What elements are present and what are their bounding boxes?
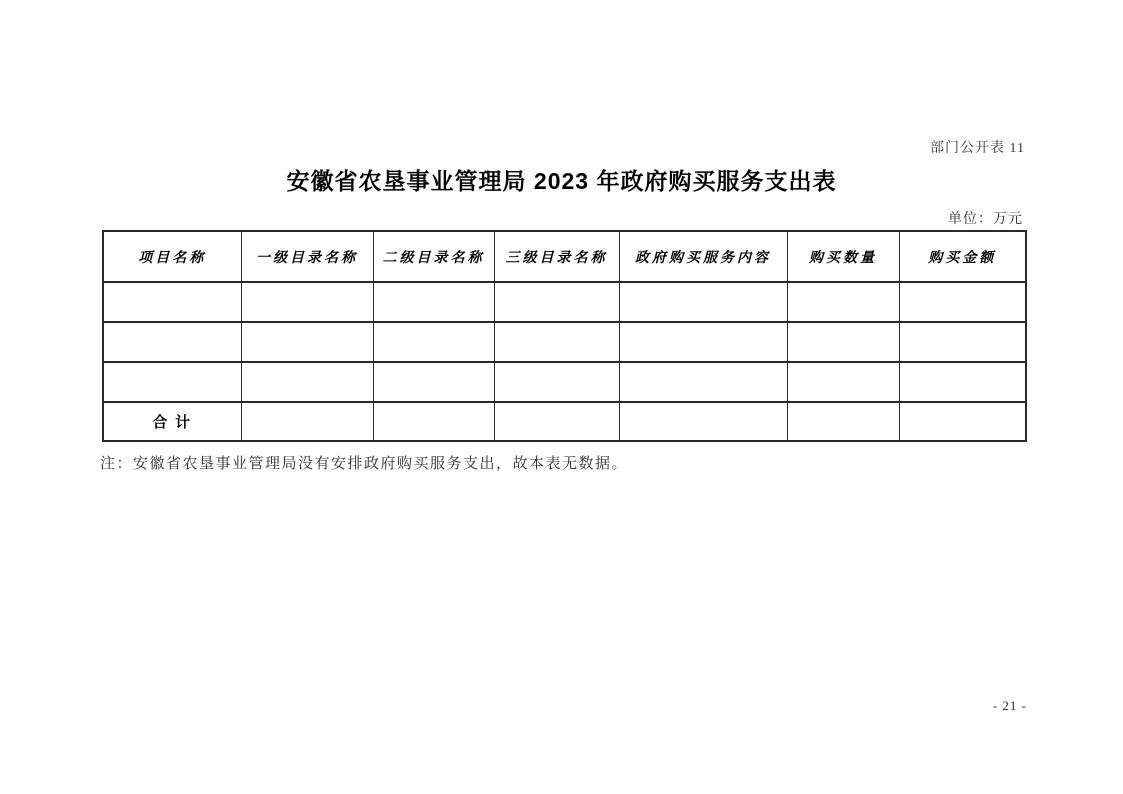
table-cell <box>373 282 494 322</box>
table-cell <box>103 362 241 402</box>
header-service-content: 政府购买服务内容 <box>619 231 787 282</box>
expenditure-table <box>102 230 1027 442</box>
header-level2-directory: 二级目录名称 <box>373 231 494 282</box>
table-cell <box>241 282 373 322</box>
table-cell <box>619 402 787 441</box>
corner-table-label: 部门公开表 11 <box>930 141 1025 156</box>
table-cell <box>619 282 787 322</box>
header-project-name: 项目名称 <box>103 231 241 282</box>
table-row <box>103 322 1026 362</box>
table-cell <box>241 402 373 441</box>
table-cell <box>103 282 241 322</box>
table-cell <box>787 402 899 441</box>
table-cell <box>241 362 373 402</box>
table-cell <box>787 322 899 362</box>
table-header-row <box>103 231 1026 282</box>
table-row <box>103 362 1026 402</box>
footnote: 注：安徽省农垦事业管理局没有安排政府购买服务支出，故本表无数据。 <box>100 456 629 472</box>
table-cell <box>373 322 494 362</box>
table-cell <box>619 362 787 402</box>
document-title: 安徽省农垦事业管理局 2023 年政府购买服务支出表 <box>286 168 837 194</box>
table-row <box>103 282 1026 322</box>
table-cell <box>494 402 619 441</box>
table-cell <box>494 282 619 322</box>
table-cell <box>241 322 373 362</box>
table-cell <box>619 322 787 362</box>
table-cell <box>787 362 899 402</box>
table-cell <box>494 322 619 362</box>
table-total-row <box>103 402 1026 441</box>
page-number: - 21 - <box>992 698 1027 713</box>
total-label-cell: 合 计 <box>103 402 241 441</box>
table-cell <box>103 322 241 362</box>
table-cell <box>899 362 1026 402</box>
unit-label: 单位：万元 <box>948 212 1023 227</box>
table-cell <box>899 402 1026 441</box>
header-purchase-amount: 购买金额 <box>899 231 1026 282</box>
table-cell <box>373 362 494 402</box>
header-level1-directory: 一级目录名称 <box>241 231 373 282</box>
table-cell <box>373 402 494 441</box>
table-cell <box>494 362 619 402</box>
table-cell <box>787 282 899 322</box>
table-cell <box>899 282 1026 322</box>
header-level3-directory: 三级目录名称 <box>494 231 619 282</box>
header-purchase-quantity: 购买数量 <box>787 231 899 282</box>
table-cell <box>899 322 1026 362</box>
